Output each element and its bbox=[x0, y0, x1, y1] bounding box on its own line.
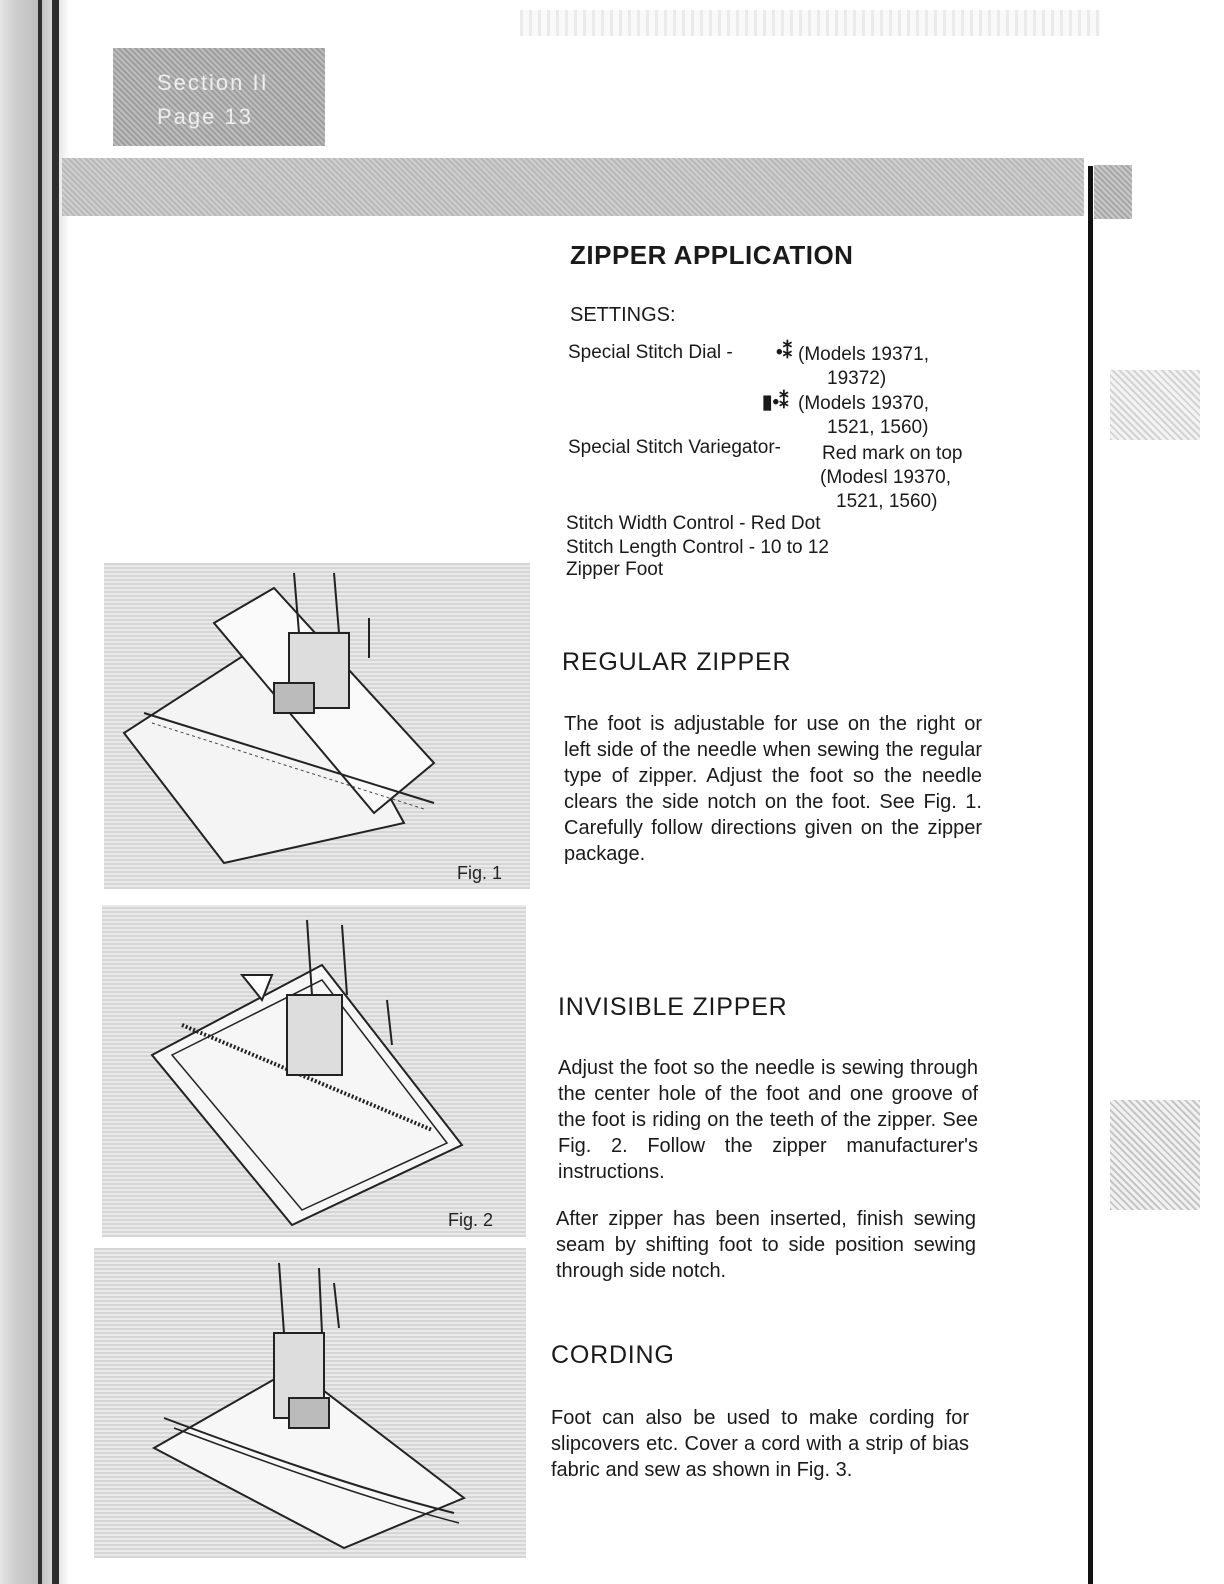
invisible-zipper-body: Adjust the foot so the needle is sewing through the center hole of the foot and one groove of the foot is riding on the teeth of the zipper. See Fig. 2. Follow the zipper manufacturer's instructions. bbox=[558, 1057, 978, 1183]
special-stitch-dial-label: Special Stitch Dial - bbox=[568, 342, 733, 363]
figure-1-image bbox=[104, 563, 530, 889]
scan-noise-top bbox=[520, 10, 1100, 36]
page-title: ZIPPER APPLICATION bbox=[570, 240, 854, 270]
scan-noise-right bbox=[1110, 1100, 1200, 1210]
scan-shadow-left bbox=[0, 0, 70, 1584]
section-label: Section II bbox=[157, 70, 269, 95]
stitch-symbol-icon: •⁑ bbox=[776, 342, 793, 363]
scan-noise-right bbox=[1110, 370, 1200, 440]
foot-setting: Zipper Foot bbox=[566, 559, 664, 580]
figure-2-label: Fig. 2 bbox=[448, 1210, 494, 1230]
section-tab bbox=[113, 48, 325, 146]
stitch-symbol-icon: ▮•⁑ bbox=[762, 392, 789, 413]
regular-zipper-heading: REGULAR ZIPPER bbox=[562, 648, 792, 676]
variegator-label: Special Stitch Variegator- bbox=[568, 437, 781, 458]
right-tab bbox=[1094, 165, 1132, 219]
page-label: Page 13 bbox=[157, 104, 253, 129]
variegator-line1: Red mark on top bbox=[822, 443, 963, 464]
settings-heading: SETTINGS: bbox=[570, 304, 676, 326]
dial-models-line3: (Models 19370, bbox=[798, 393, 929, 414]
stitch-width-setting: Stitch Width Control - Red Dot bbox=[566, 513, 821, 534]
figure-1-label: Fig. 1 bbox=[457, 863, 503, 883]
cording-body: Foot can also be used to make cording for slipcovers etc. Cover a cord with a strip of bias fabric and sew as shown in Fig. 3. bbox=[551, 1407, 969, 1481]
invisible-zipper-heading: INVISIBLE ZIPPER bbox=[558, 993, 788, 1021]
header-band bbox=[62, 158, 1084, 216]
spine-line bbox=[38, 0, 42, 1584]
variegator-line2: (Modesl 19370, bbox=[820, 467, 951, 488]
figure-3-image bbox=[94, 1248, 526, 1558]
stitch-length-setting: Stitch Length Control - 10 to 12 bbox=[566, 537, 829, 558]
invisible-zipper-finish: After zipper has been inserted, finish sewing seam by shifting foot to side position sewing through side notch. bbox=[556, 1208, 976, 1282]
dial-models-line4: 1521, 1560) bbox=[827, 417, 929, 438]
regular-zipper-body: The foot is adjustable for use on the right or left side of the needle when sewing the regular type of zipper. Adjust the foot so the needle clears the side notch on the foot. See Fig. 1. Carefully follow directions given on the zipper package. bbox=[564, 713, 982, 865]
spine-line bbox=[52, 0, 59, 1584]
variegator-line3: 1521, 1560) bbox=[836, 491, 938, 512]
figure-2-image bbox=[102, 905, 526, 1237]
cording-heading: CORDING bbox=[551, 1341, 675, 1369]
dial-models-line2: 19372) bbox=[827, 368, 887, 389]
dial-models-line1: (Models 19371, bbox=[798, 344, 929, 365]
right-rule bbox=[1088, 166, 1093, 1584]
